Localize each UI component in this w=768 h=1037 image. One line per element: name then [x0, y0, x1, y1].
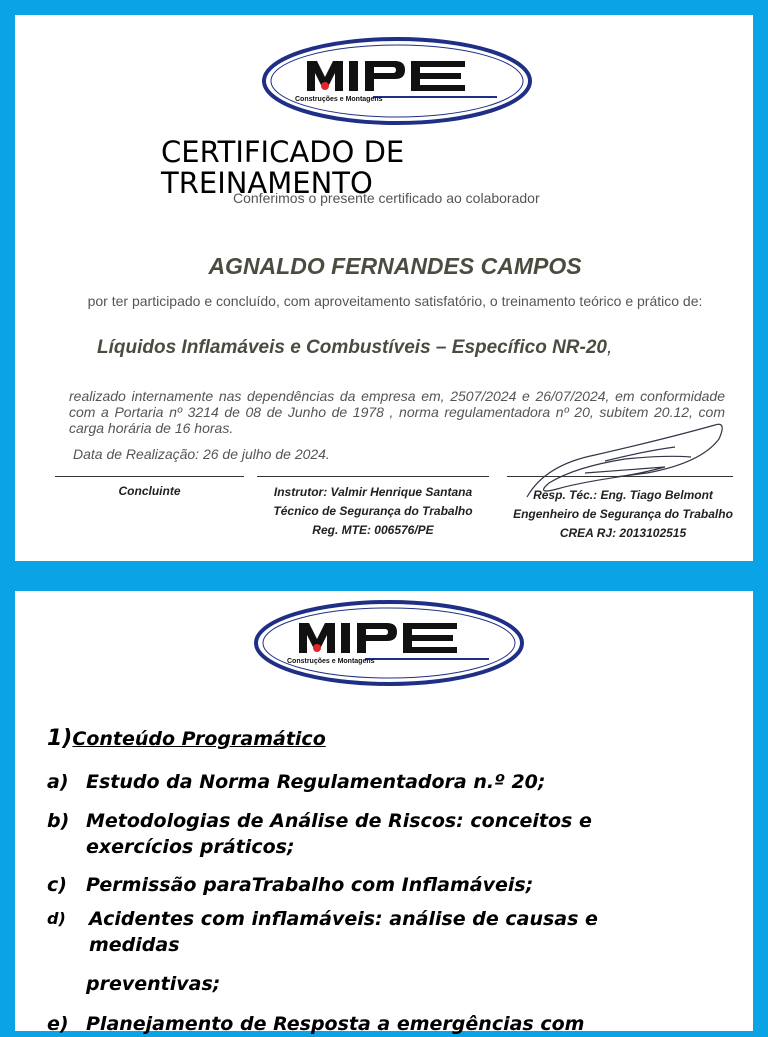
signature-line-responsible	[507, 476, 733, 477]
list-item	[47, 906, 747, 958]
list-item	[47, 808, 747, 860]
date-text: Data de Realização: 26 de julho de 2024.	[73, 446, 330, 462]
instructor-registration: Reg. MTE: 006576/PE	[312, 523, 434, 537]
item-text: preventivas;	[86, 973, 221, 995]
certificate-title: CERTIFICADO DE TREINAMENTO	[161, 135, 405, 200]
item-marker: e)	[47, 1013, 69, 1035]
course-suffix: ,	[607, 337, 613, 358]
signature-responsible	[505, 486, 741, 543]
mipe-logo	[261, 35, 533, 127]
list-item	[47, 769, 747, 795]
program-number: 1)	[47, 726, 73, 751]
responsible-role: Engenheiro de Segurança do Trabalho	[513, 507, 733, 521]
course-name	[97, 337, 612, 359]
program-title: Conteúdo Programático	[72, 728, 326, 750]
item-text: Metodologias de Análise de Riscos: conceitos e exercícios práticos;	[86, 810, 592, 858]
course-title: Líquidos Inflamáveis e Combustíveis – Específico NR-20	[97, 337, 607, 358]
item-marker: c)	[47, 874, 67, 896]
signature-line-instructor	[257, 476, 489, 477]
item-text: Permissão paraTrabalho com Inflamáveis;	[86, 874, 534, 896]
item-marker: d)	[47, 909, 66, 928]
completion-text: realizado internamente nas dependências da empresa em, 2507/2024 e 26/07/2024, em conformidade com a Portaria nº 3214 de 08 de Junho de 1978 , norma regulamentadora nº 20, subitem 20.12, com carga horária de 16 horas.	[69, 388, 725, 436]
item-text: Planejamento de Resposta a emergências com	[86, 1013, 585, 1035]
participation-text: por ter participado e concluído, com aproveitamento satisfatório, o treinamento teórico e prático de:	[87, 293, 703, 309]
signature-line-concluinte	[55, 476, 244, 477]
signature-concluinte	[55, 482, 244, 501]
certificate-intro: Conferimos o presente certificado ao colaborador	[233, 190, 540, 206]
item-marker: b)	[47, 810, 70, 832]
responsible-name: Resp. Téc.: Eng. Tiago Belmont	[533, 488, 713, 502]
logo-tagline: Construções e Montagens	[295, 96, 383, 103]
responsible-registration: CREA RJ: 2013102515	[559, 526, 687, 540]
logo-tagline-2: Construções e Montagens	[287, 658, 375, 665]
list-item	[47, 1011, 747, 1037]
signature-instructor	[257, 483, 489, 540]
program-page	[15, 591, 753, 1035]
item-marker: a)	[47, 771, 69, 793]
list-item	[47, 872, 747, 898]
signature-label: Concluinte	[118, 484, 181, 498]
instructor-name: Instrutor: Valmir Henrique Santana	[273, 485, 473, 499]
certificate-page	[15, 15, 753, 561]
item-text: Estudo da Norma Regulamentadora n.º 20;	[86, 771, 546, 793]
list-item	[47, 971, 747, 997]
recipient-name: AGNALDO FERNANDES CAMPOS	[208, 253, 582, 279]
item-text: Acidentes com inflamáveis: análise de causas e medidas	[89, 908, 598, 956]
program-heading	[47, 726, 326, 751]
instructor-role: Técnico de Segurança do Trabalho	[273, 504, 473, 518]
mipe-logo-2	[253, 599, 525, 687]
